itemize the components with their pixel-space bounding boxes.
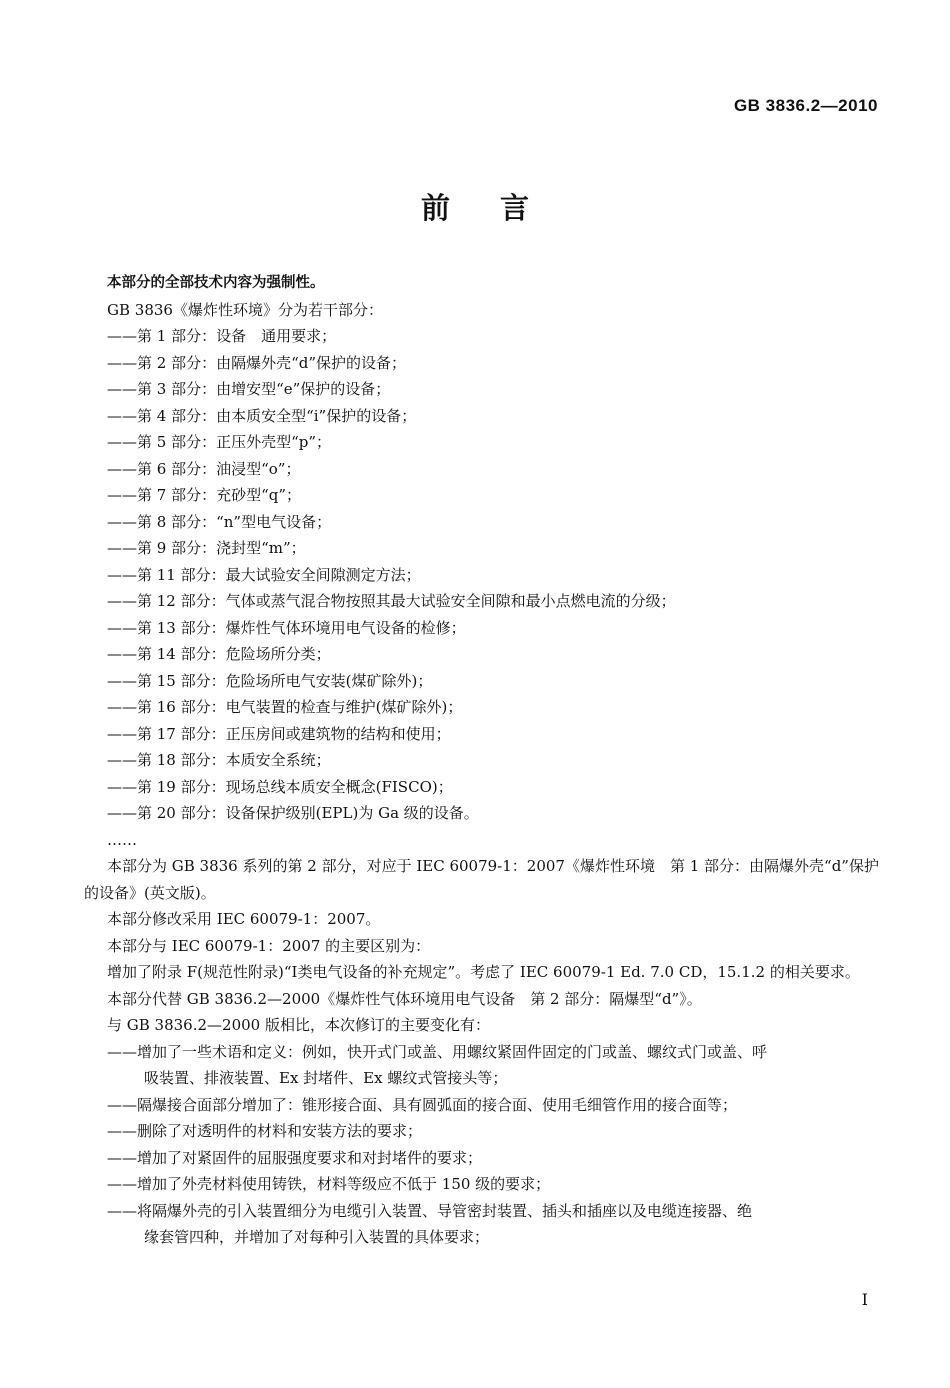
list-item: ——第 11 部分：最大试验安全间隙测定方法； xyxy=(107,565,421,584)
page-title: 前言 xyxy=(420,191,579,225)
list-item: ——第 9 部分：浇封型“m”； xyxy=(107,539,306,557)
list-item: ——第 15 部分：危险场所电气安装(煤矿除外)； xyxy=(107,671,433,690)
list-item: ——第 17 部分：正压房间或建筑物的结构和使用； xyxy=(107,724,451,743)
correspondence-paragraph: 本部分为 GB 3836 系列的第 2 部分，对应于 IEC 60079-1：2007《爆炸性环境 第 1 部分：由隔爆外壳“d”保护的设备》(英文版)。 xyxy=(84,857,879,902)
changes-intro: 与 GB 3836.2—2000 版相比，本次修订的主要变化有： xyxy=(107,1016,490,1034)
replacement-paragraph: 本部分代替 GB 3836.2—2000《爆炸性气体环境用电气设备 第 2 部分：隔爆型“d”》。 xyxy=(107,989,702,1008)
list-item-continuation: 吸装置、排液装置、Ex 封堵件、Ex 螺纹式管接头等； xyxy=(144,1069,508,1087)
modification-paragraph: 本部分修改采用 IEC 60079-1：2007。 xyxy=(107,910,381,928)
page-number: I xyxy=(861,1290,868,1309)
list-item: ——第 3 部分：由增安型“e”保护的设备； xyxy=(107,380,391,398)
list-item: ——增加了外壳材料使用铸铁，材料等级应不低于 150 级的要求； xyxy=(107,1175,551,1193)
list-item: ——第 16 部分：电气装置的检查与维护(煤矿除外)； xyxy=(107,698,463,716)
list-item: ——第 20 部分：设备保护级别(EPL)为 Ga 级的设备。 xyxy=(107,804,479,822)
list-item: ——第 8 部分：“n”型电气设备； xyxy=(107,512,332,531)
list-item: ——第 6 部分：油浸型“o”； xyxy=(107,459,301,478)
list-item: ——第 12 部分：气体或蒸气混合物按照其最大试验安全间隙和最小点燃电流的分级； xyxy=(107,592,676,610)
list-item: ——第 5 部分：正压外壳型“p”； xyxy=(107,433,332,451)
list-item-continuation: 缘套管四种，并增加了对每种引入装置的具体要求； xyxy=(144,1228,490,1246)
list-item xyxy=(84,1039,884,1092)
list-item-line: ——将隔爆外壳的引入装置细分为电缆引入装置、导管密封装置、插头和插座以及电缆连接器、绝 xyxy=(107,1201,753,1220)
list-item: ——第 7 部分：充砂型“q”； xyxy=(107,486,302,504)
foreword-body xyxy=(84,270,884,1251)
differences-intro: 本部分与 IEC 60079-1：2007 的主要区别为： xyxy=(107,936,431,955)
list-item xyxy=(84,1198,884,1251)
list-item: ——增加了对紧固件的屈服强度要求和对封堵件的要求； xyxy=(107,1148,483,1167)
differences-paragraph: 增加了附录 F(规范性附录)“Ⅰ类电气设备的补充规定”。考虑了 IEC 60079-1 Ed. 7.0 CD，15.1.2 的相关要求。 xyxy=(107,963,860,981)
list-item: ——第 2 部分：由隔爆外壳“d”保护的设备； xyxy=(107,353,407,372)
list-item: ——第 14 部分：危险场所分类； xyxy=(107,645,331,663)
list-item: ——第 18 部分：本质安全系统； xyxy=(107,751,331,769)
list-item: ——第 19 部分：现场总线本质安全概念(FISCO)； xyxy=(107,777,453,796)
list-item: ——第 1 部分：设备 通用要求； xyxy=(107,327,337,345)
ellipsis: …… xyxy=(107,830,137,849)
list-item: ——删除了对透明件的材料和安装方法的要求； xyxy=(107,1122,423,1140)
list-item-line: ——增加了一些术语和定义：例如，快开式门或盖、用螺纹紧固件固定的门或盖、螺纹式门或盖、呼 xyxy=(107,1042,768,1061)
standard-number: GB 3836.2—2010 xyxy=(733,96,878,115)
list-item: ——第 4 部分：由本质安全型“i”保护的设备； xyxy=(107,406,417,425)
mandatory-statement: 本部分的全部技术内容为强制性。 xyxy=(107,275,325,291)
list-item: ——隔爆接合面部分增加了：锥形接合面、具有圆弧面的接合面、使用毛细管作用的接合面等； xyxy=(107,1095,738,1114)
list-item: ——第 13 部分：爆炸性气体环境用电气设备的检修； xyxy=(107,618,466,637)
parts-intro: GB 3836《爆炸性环境》分为若干部分： xyxy=(107,300,383,319)
